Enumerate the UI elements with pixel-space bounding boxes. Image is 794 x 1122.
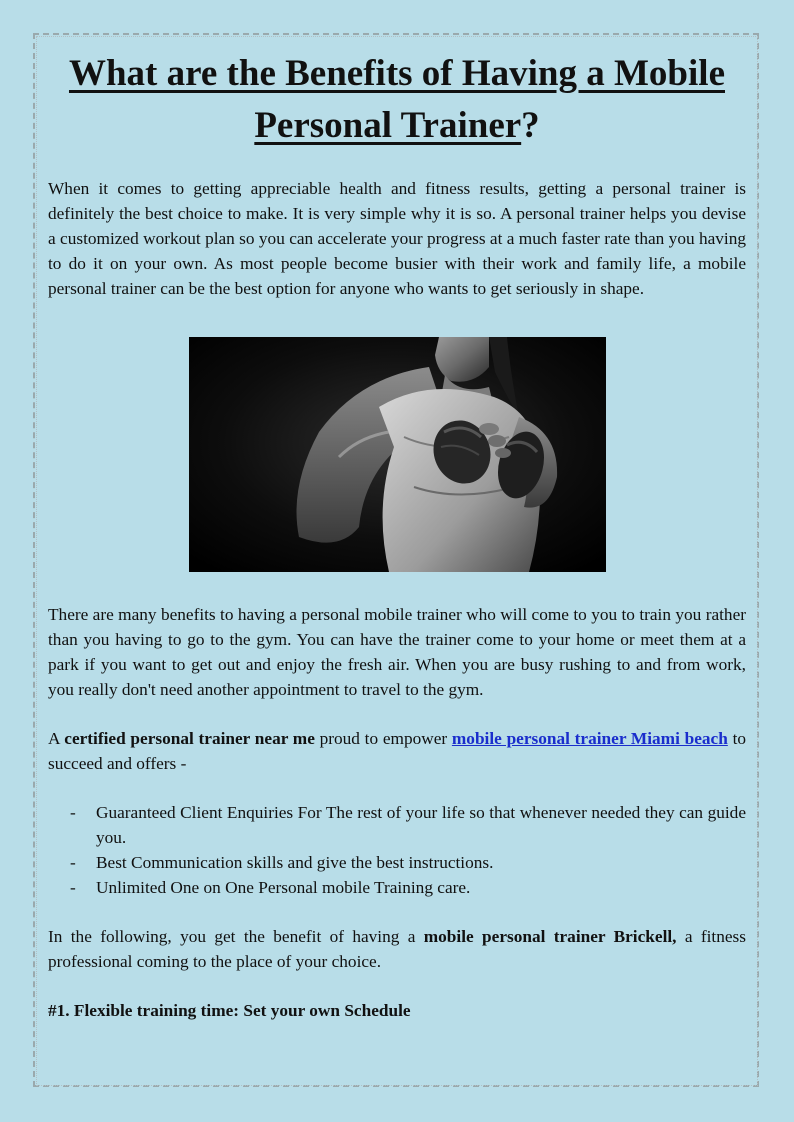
following-bold-keyword: mobile personal trainer Brickell,: [423, 927, 677, 946]
intro-paragraph: When it comes to getting appreciable health and fitness results, getting a personal trainer is definitely the best choice to make. It is very simple why it is so. A personal trainer helps you devise a customized workout plan so you can accelerate your progress at a much faster rate than you having to do it on your own. As most people become busier with their work and family life, a mobile personal trainer can be the best option for anyone who wants to get seriously in shape.: [48, 179, 746, 298]
list-dash: -: [70, 803, 76, 822]
list-item: [48, 800, 746, 850]
woman-boxing-gloves-image: [189, 337, 606, 572]
offer-middle: proud to empower: [314, 729, 452, 748]
list-dash: -: [70, 853, 76, 872]
offer-bold-keyword: certified personal trainer near me: [64, 729, 315, 748]
following-lead: In the following, you get the benefit of having a: [48, 927, 424, 946]
list-item-text: Guaranteed Client Enquiries For The rest of your life so that whenever needed they can guide you.: [96, 803, 746, 847]
offer-end: to succeed and offers -: [48, 729, 747, 773]
offer-paragraph: [48, 726, 746, 776]
list-item: [48, 875, 746, 900]
title-question-mark: ?: [521, 105, 540, 146]
offers-list: [48, 800, 746, 900]
trainer-photo: [189, 337, 606, 572]
list-item-text: Best Communication skills and give the best instructions.: [96, 853, 494, 872]
list-item-text: Unlimited One on One Personal mobile Training care.: [96, 878, 471, 897]
list-item: [48, 850, 746, 875]
miami-beach-link[interactable]: mobile personal trainer Miami beach: [451, 729, 728, 748]
offer-lead: A: [48, 729, 65, 748]
page-title: [48, 48, 746, 152]
title-line-2: Personal Trainer: [254, 105, 522, 146]
title-line-1: What are the Benefits of Having a Mobile: [68, 53, 725, 94]
document-body: [48, 48, 746, 1023]
following-paragraph: [48, 924, 746, 974]
following-end: a fitness professional coming to the place of your choice.: [48, 927, 746, 971]
benefits-paragraph: There are many benefits to having a personal mobile trainer who will come to you to train you rather than you having to go to the gym. You can have the trainer come to your home or meet them at a park if you want to get out and enjoy the fresh air. When you are busy rushing to and from work, you really don't need another appointment to travel to the gym.: [48, 605, 746, 699]
section-heading: #1. Flexible training time: Set your own Schedule: [48, 1001, 411, 1020]
list-dash: -: [70, 878, 76, 897]
